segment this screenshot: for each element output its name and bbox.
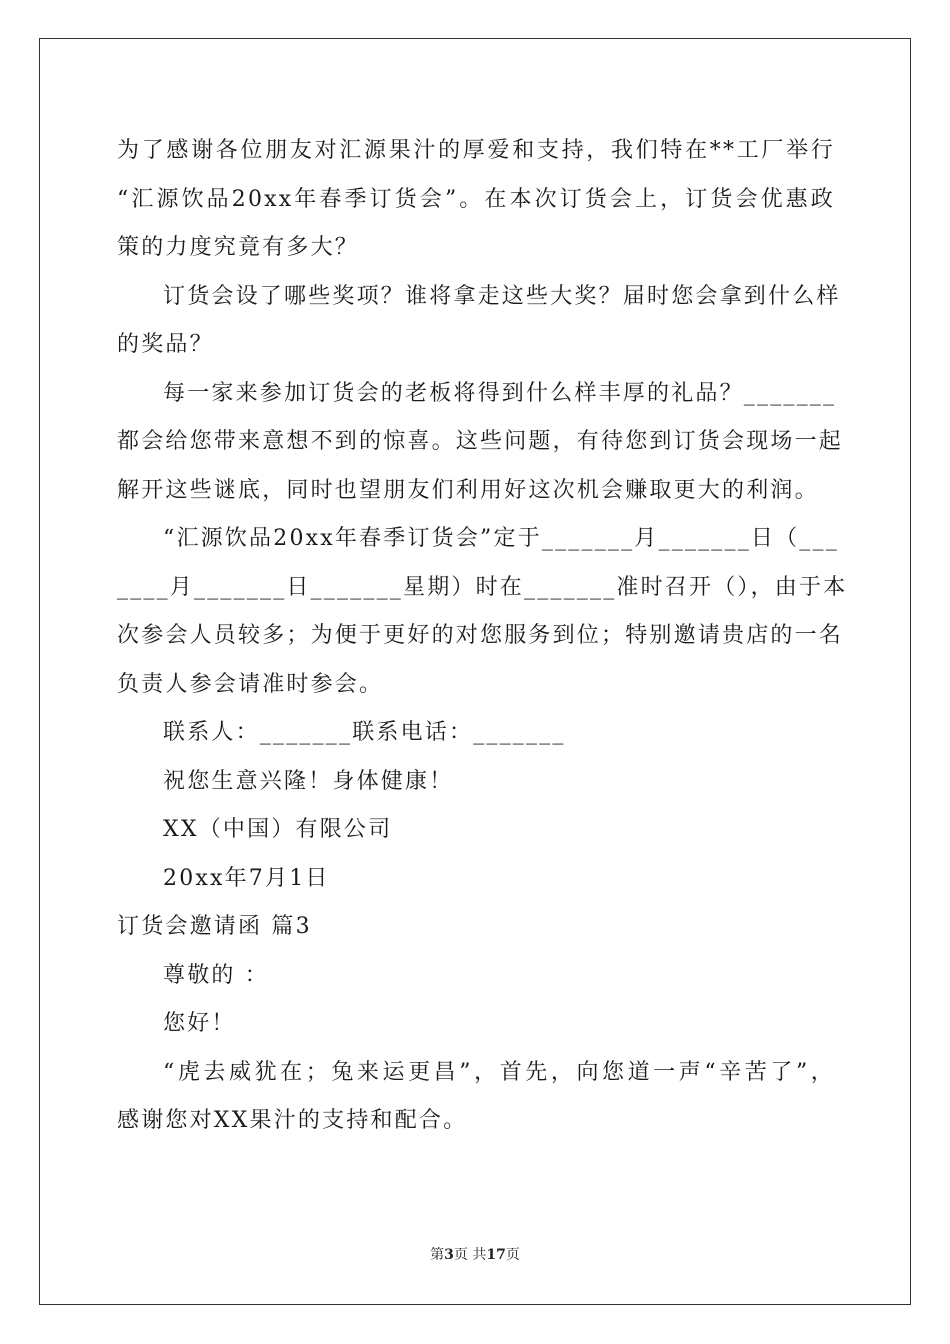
footer-middle: 页 共 bbox=[453, 1247, 487, 1263]
greeting-line: 祝您生意兴隆！身体健康！ bbox=[163, 768, 454, 794]
paragraph-line: 每一家来参加订货会的老板将得到什么样丰厚的礼品？_______ bbox=[163, 380, 837, 406]
company-name: XX（中国）有限公司 bbox=[163, 817, 393, 842]
paragraph-line: 都会给您带来意想不到的惊喜。这些问题，有待您到订货会现场一起 bbox=[117, 429, 844, 454]
document-body bbox=[117, 127, 848, 1146]
footer-total-pages: 17 bbox=[486, 1247, 506, 1263]
paragraph-line: 订货会设了哪些奖项？谁将拿走这些大奖？届时您会拿到什么样 bbox=[163, 283, 841, 309]
paragraph-line: “汇源饮品20xx年春季订货会”。在本次订货会上，订货会优惠政 bbox=[117, 186, 835, 212]
section-title: 订货会邀请函 篇3 bbox=[117, 914, 312, 939]
paragraph-line: 的奖品？ bbox=[117, 332, 214, 357]
paragraph-line: 负责人参会请准时参会。 bbox=[117, 671, 384, 697]
paragraph-line: 感谢您对XX果汁的支持和配合。 bbox=[117, 1108, 468, 1133]
greeting: 您好！ bbox=[163, 1011, 236, 1036]
paragraph-line: “汇源饮品20xx年春季订货会”定于_______月_______日（___ bbox=[163, 526, 839, 551]
contact-line: 联系人：_______联系电话：_______ bbox=[163, 720, 566, 745]
paragraph-line: 解开这些谜底，同时也望朋友们利用好这次机会赚取更大的利润。 bbox=[117, 477, 819, 503]
footer-suffix: 页 bbox=[505, 1247, 520, 1263]
date-line: 20xx年7月1日 bbox=[163, 865, 330, 891]
salutation: 尊敬的 ： bbox=[163, 962, 269, 988]
page-footer bbox=[0, 1244, 950, 1264]
paragraph-line: 策的力度究竟有多大？ bbox=[117, 235, 360, 260]
footer-prefix: 第 bbox=[430, 1247, 445, 1263]
footer-page-number: 3 bbox=[444, 1247, 454, 1263]
paragraph-line: 次参会人员较多；为便于更好的对您服务到位；特别邀请贵店的一名 bbox=[117, 623, 844, 648]
paragraph-line: 为了感谢各位朋友对汇源果汁的厚爱和支持，我们特在**工厂举行 bbox=[117, 138, 835, 163]
paragraph-line: ____月_______日_______星期）时在_______准时召开（），由于本 bbox=[117, 574, 848, 600]
paragraph-line: “虎去威犹在；兔来运更昌”，首先，向您道一声“辛苦了”， bbox=[163, 1059, 835, 1085]
